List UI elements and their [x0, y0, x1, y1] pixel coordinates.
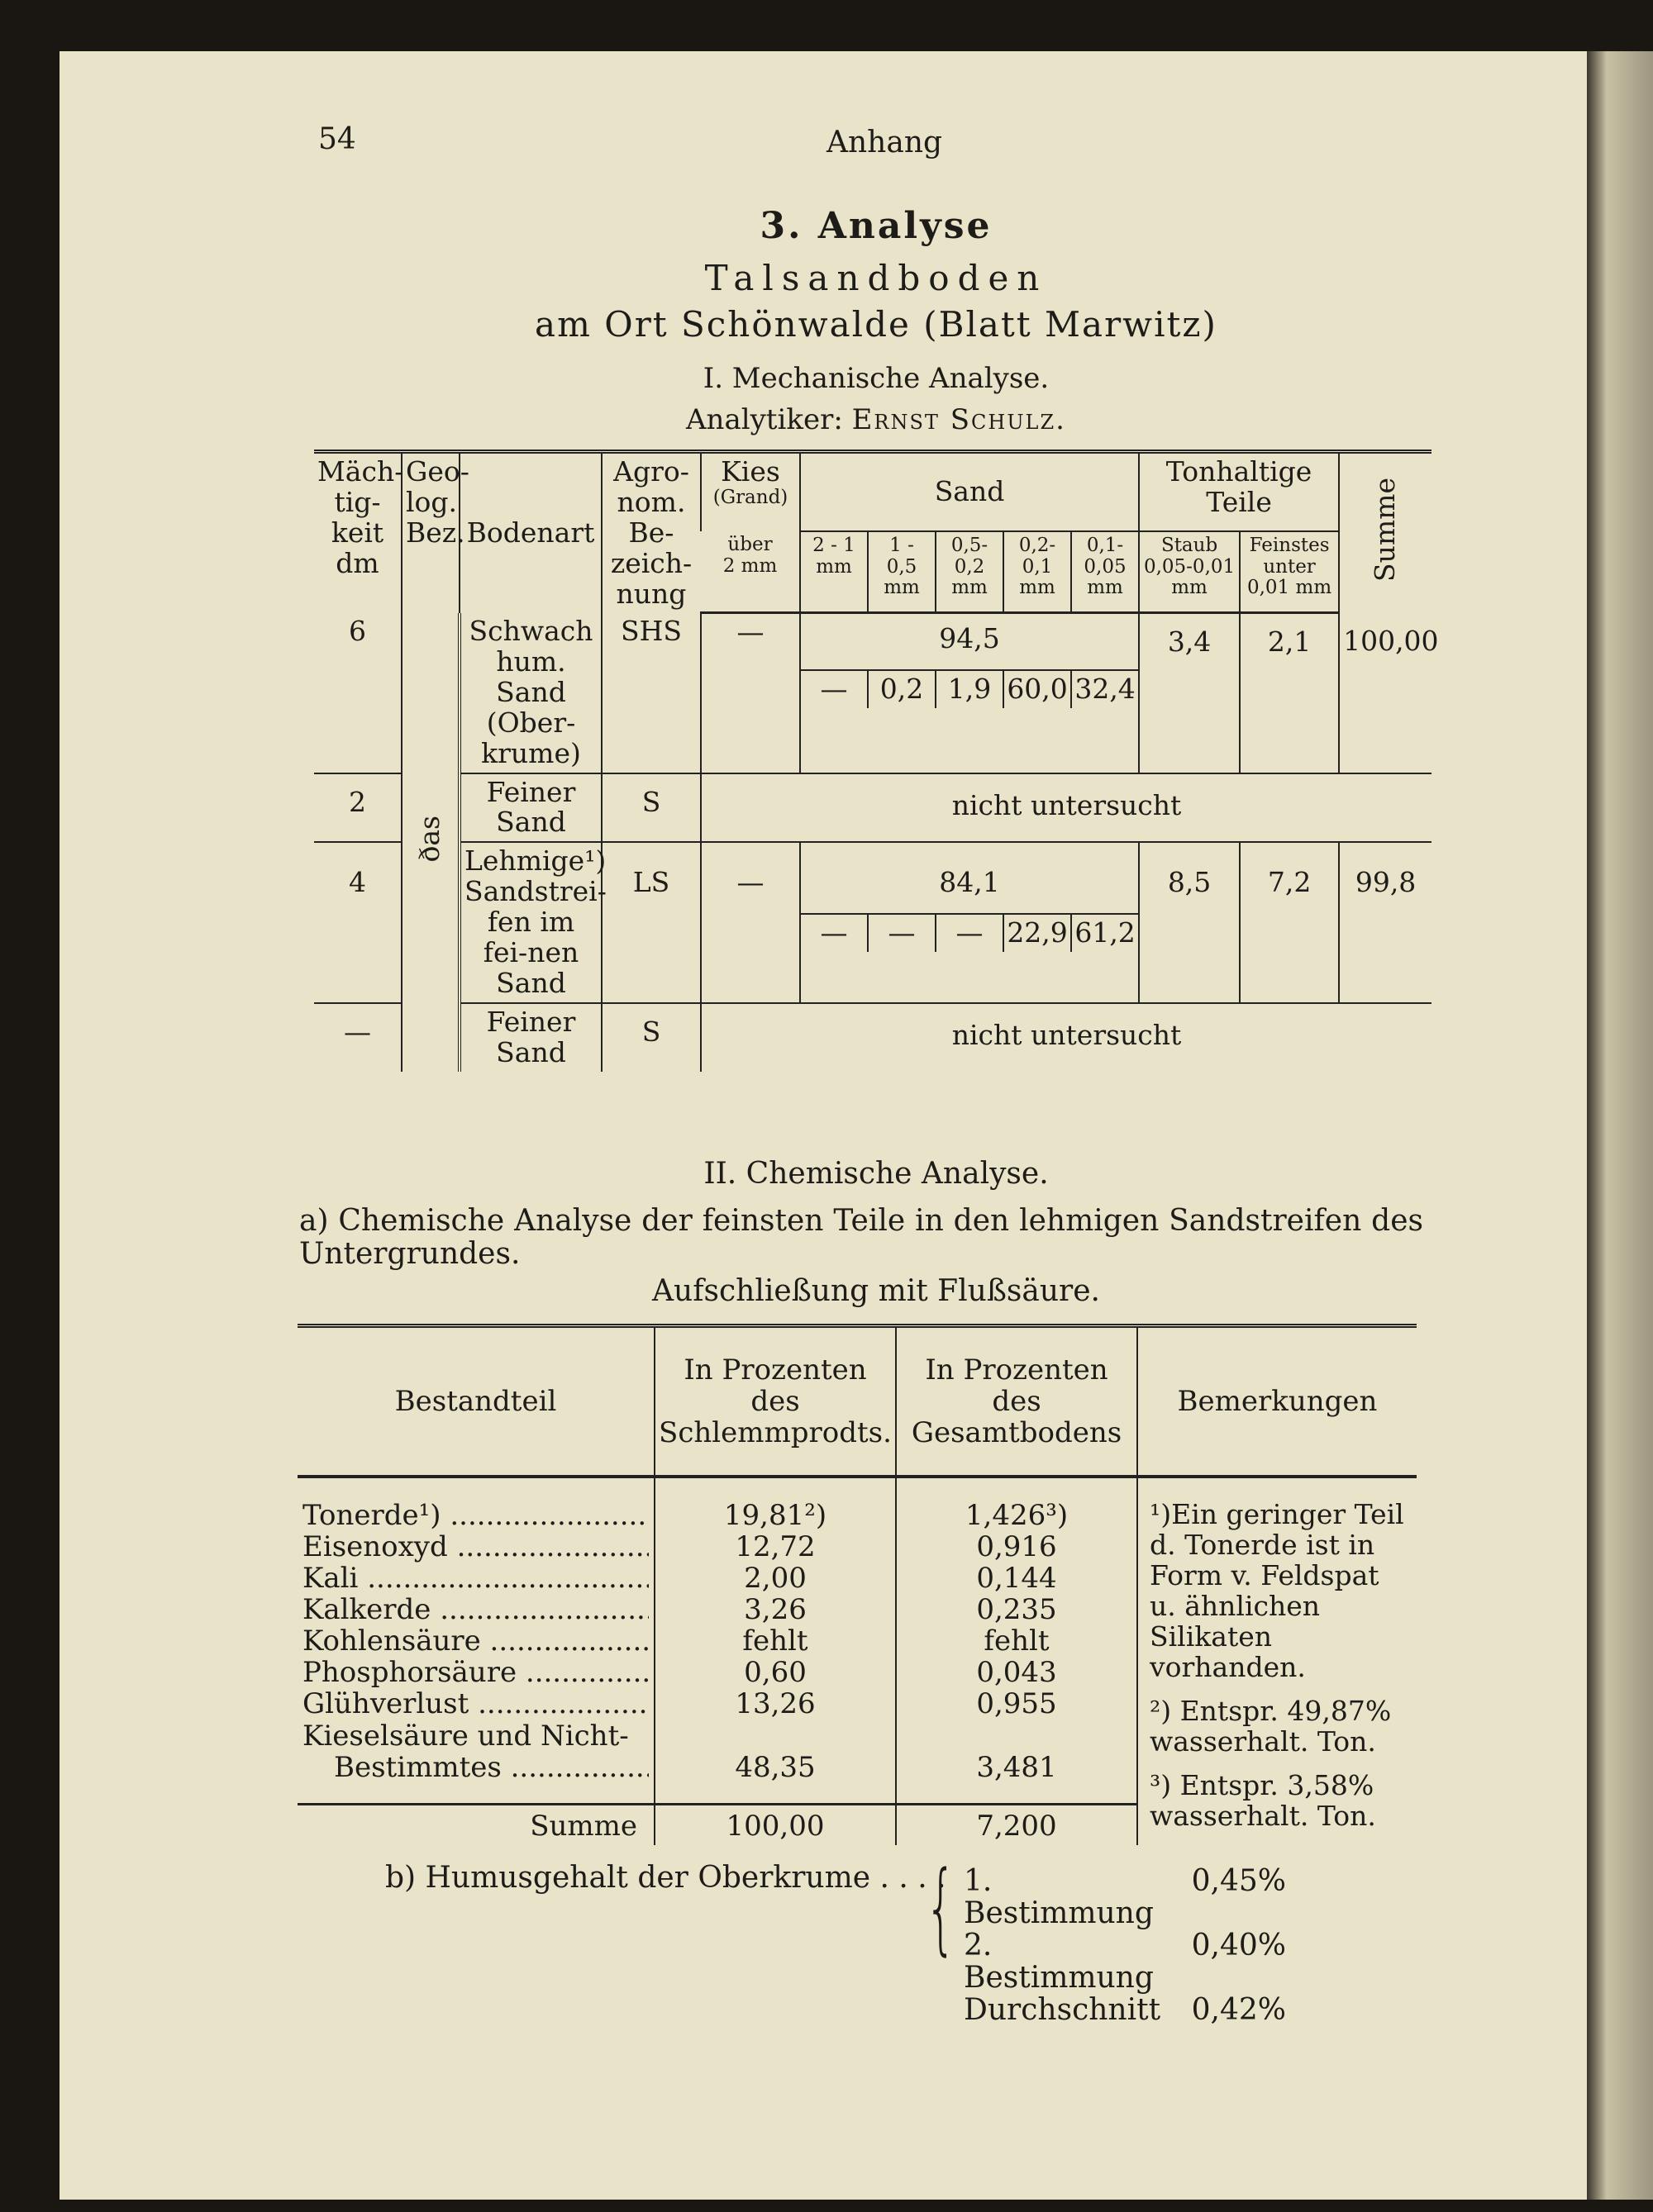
cell-bodenart: Feiner Sand — [460, 1003, 602, 1072]
cell-kies: — — [701, 842, 800, 1003]
summe-vertical: Summe — [1369, 478, 1402, 583]
cell-agronom: S — [602, 1003, 701, 1072]
col-header-sand: Sand — [800, 452, 1139, 531]
value-cell: 48,35 — [735, 1750, 816, 1784]
sand-fraction: 61,2 — [1070, 915, 1138, 952]
geolog-label: ðas — [413, 816, 446, 863]
cell-not-examined: nicht untersucht — [701, 1003, 1431, 1072]
component-name: Bestimmtes ..... — [302, 1752, 649, 1783]
cell-bodenart: Feiner Sand — [460, 773, 602, 843]
col-header-gesamt: In Prozenten des Gesamtbodens — [896, 1326, 1137, 1477]
value-cell: 0,955 — [976, 1687, 1057, 1721]
cell-agronom: SHS — [602, 613, 701, 773]
section-chemical: II. Chemische Analyse. — [703, 1157, 1049, 1191]
kies-sub: (Grand) — [712, 486, 788, 508]
value-cell: 13,26 — [735, 1687, 816, 1721]
col-header-bemerkungen: Bemerkungen — [1137, 1326, 1417, 1477]
staub-header — [1139, 531, 1240, 613]
value-cell: 19,81²) — [723, 1499, 827, 1532]
table-row — [314, 842, 1431, 1003]
schlemm-values — [655, 1477, 896, 1805]
summe-gesamt: 7,200 — [896, 1805, 1137, 1845]
cell-feinstes: 7,2 — [1240, 842, 1339, 1003]
remark: ¹)Ein geringer Teil d. Tonerde ist in Form v. Feldspat u. ähnlichen Silikaten vorhanden. — [1150, 1498, 1404, 1683]
component-name: Kalkerde ..... — [302, 1594, 649, 1625]
component-name: Tonerde¹) ..... — [302, 1500, 649, 1531]
component-name: Phosphorsäure ..... — [302, 1657, 649, 1688]
cell-staub: 3,4 — [1139, 613, 1240, 773]
cell-sand — [800, 842, 1139, 1003]
cell-kies: — — [701, 613, 800, 773]
col-header-agronom: Agro-nom. Be-zeich-nung — [602, 452, 701, 613]
cell-feinstes: 2,1 — [1240, 613, 1339, 773]
mechanical-analysis-table — [314, 450, 1439, 1072]
humus-row — [964, 1930, 1286, 1995]
cell-staub: 8,5 — [1139, 842, 1240, 1003]
soil-type: Talsandboden — [704, 258, 1048, 298]
cell-summe: 100,00 — [1339, 613, 1431, 773]
summe-label: Summe — [298, 1805, 655, 1845]
component-names — [298, 1477, 655, 1805]
table-row — [314, 773, 1431, 843]
book-edge — [1587, 51, 1653, 2200]
analyst-line — [298, 403, 1455, 436]
humus-item-label: 1. Bestimmung — [964, 1864, 1154, 1930]
kies-size — [701, 531, 800, 613]
humus-label: b) Humusgehalt der Oberkrume . . . . — [385, 1861, 946, 1895]
page-number: 54 — [318, 122, 356, 156]
analyst-prefix: Analytiker: — [686, 403, 852, 436]
sand-col-2 — [868, 531, 936, 613]
value-cell: 0,916 — [976, 1530, 1057, 1564]
location: am Ort Schönwalde (Blatt Marwitz) — [535, 304, 1217, 345]
sand-range: 0,2-0,1 — [1018, 534, 1056, 578]
feinstes-unter: unter — [1263, 555, 1316, 578]
cell-not-examined: nicht untersucht — [701, 773, 1431, 843]
component-name: Kohlensäure ..... — [302, 1625, 649, 1657]
gesamt-values — [896, 1477, 1137, 1805]
humus-item-label: 2. Bestimmung — [964, 1928, 1154, 1995]
value-cell: fehlt — [742, 1625, 808, 1658]
staub-label: Staub — [1160, 534, 1218, 556]
analyst-name: Ernst Schulz. — [851, 403, 1066, 436]
sand-col-5 — [1071, 531, 1139, 613]
sand-total: 84,1 — [939, 866, 1000, 899]
feinstes-size: 0,01 mm — [1246, 577, 1332, 599]
mm-unit: mm — [1171, 577, 1208, 599]
sand-fraction: — — [935, 915, 1003, 952]
kies-2mm: 2 mm — [722, 554, 778, 577]
remark: ³) Entspr. 3,58% wasserhalt. Ton. — [1150, 1768, 1376, 1832]
component-name: Kali ..... — [302, 1563, 649, 1594]
mm-unit: mm — [1019, 577, 1055, 599]
sand-fraction: — — [820, 916, 848, 949]
sand-fraction: 0,2 — [867, 671, 935, 708]
value-cell: 12,72 — [735, 1530, 816, 1564]
value-cell — [902, 1720, 1131, 1752]
remark: ²) Entspr. 49,87% wasserhalt. Ton. — [1150, 1694, 1392, 1758]
cell-dm: 2 — [314, 773, 402, 843]
col-header-summe — [1339, 452, 1431, 613]
table-row — [314, 613, 1431, 773]
sand-range: 0,1-0,05 — [1084, 534, 1127, 578]
sand-range: 1 - 0,5 — [886, 534, 917, 578]
sand-col-4 — [1003, 531, 1071, 613]
analysis-heading: 3. Analyse — [760, 205, 993, 247]
cell-summe: 99,8 — [1339, 842, 1431, 1003]
feinstes-label: Feinstes — [1249, 534, 1330, 556]
chemical-method: Aufschließung mit Flußsäure. — [652, 1274, 1100, 1308]
cell-agronom: LS — [602, 842, 701, 1003]
col-header-bodenart: Bodenart — [460, 452, 602, 613]
value-cell: 3,26 — [744, 1593, 807, 1627]
humus-values — [964, 1866, 1286, 2026]
col-header-schlemm: In Prozenten des Schlemmprodts. — [655, 1326, 896, 1477]
humus-item-value: 0,45% — [1191, 1864, 1286, 1898]
value-cell: 0,043 — [976, 1656, 1057, 1690]
humus-item-value: 0,42% — [1191, 1992, 1286, 2027]
component-name: Eisenoxyd ..... — [302, 1531, 649, 1563]
sand-col-1 — [800, 531, 868, 613]
cell-agronom: S — [602, 773, 701, 843]
geolog-cell — [402, 613, 460, 1072]
cell-dm: 4 — [314, 842, 402, 1003]
sand-range: 0,5-0,2 — [950, 534, 988, 578]
sand-fraction: — — [820, 673, 848, 706]
value-cell: 3,481 — [976, 1750, 1057, 1784]
col-header-geolog: Geo-log. Bez. — [402, 452, 460, 613]
value-cell: 0,235 — [976, 1593, 1057, 1627]
cell-sand — [800, 613, 1139, 773]
cell-bodenart: Lehmige¹) Sandstrei-fen im fei-nen Sand — [460, 842, 602, 1003]
sand-total: 94,5 — [939, 622, 1000, 655]
value-cell: fehlt — [984, 1625, 1050, 1658]
value-cell: 2,00 — [744, 1562, 807, 1596]
staub-range: 0,05-0,01 — [1143, 555, 1236, 578]
feinstes-header — [1240, 531, 1339, 613]
col-header-bestandteil: Bestandteil — [298, 1326, 655, 1477]
mm-unit: mm — [1087, 577, 1123, 599]
value-cell: 0,144 — [976, 1562, 1057, 1596]
sand-fraction: 1,9 — [935, 671, 1003, 708]
sand-fraction: 22,9 — [1003, 915, 1070, 952]
component-name: Glühverlust ..... — [302, 1688, 649, 1720]
sand-fractions — [801, 669, 1138, 708]
humus-row — [964, 1992, 1286, 2027]
kies-label: Kies — [721, 455, 780, 488]
running-head: Anhang — [826, 126, 943, 159]
sand-fraction: 32,4 — [1070, 671, 1138, 708]
humus-item-label: Durchschnitt — [964, 1992, 1161, 2027]
value-cell: 1,426³) — [965, 1499, 1069, 1532]
value-cell: 0,60 — [744, 1656, 807, 1690]
sand-fraction: — — [867, 915, 935, 952]
cell-dm: — — [314, 1003, 402, 1072]
mm-unit: mm — [951, 577, 988, 599]
summe-schlemm: 100,00 — [655, 1805, 896, 1845]
chemical-analysis-table — [298, 1324, 1417, 1845]
sand-col-3 — [936, 531, 1003, 613]
component-name: Kieselsäure und Nicht- — [302, 1720, 629, 1752]
col-header-tonhaltige: Tonhaltige Teile — [1139, 452, 1339, 531]
kies-ueber: über — [727, 533, 773, 555]
humus-item-value: 0,40% — [1191, 1928, 1286, 1962]
cell-dm: 6 — [349, 614, 366, 647]
table-row — [314, 1003, 1431, 1072]
cell-bodenart: Schwach hum. Sand (Ober-krume) — [460, 613, 602, 773]
mm-unit: mm — [884, 577, 920, 599]
sand-range: 2 - 1 — [812, 534, 855, 556]
sand-fraction: 60,0 — [1003, 671, 1070, 708]
sand-fractions — [801, 913, 1138, 952]
humus-row — [964, 1866, 1286, 1930]
chemical-subtitle: a) Chemische Analyse der feinsten Teile in den lehmigen Sandstreifen des Untergrundes. — [299, 1204, 1423, 1272]
section-mechanical: I. Mechanische Analyse. — [703, 362, 1050, 395]
brace-icon: { — [925, 1851, 957, 1966]
col-header-maechtigkeit: Mäch-tig-keit dm — [317, 455, 404, 579]
value-cell — [660, 1720, 890, 1752]
col-header-kies — [701, 452, 800, 531]
remarks-cell — [1137, 1477, 1417, 1845]
mm-unit: mm — [816, 555, 852, 578]
